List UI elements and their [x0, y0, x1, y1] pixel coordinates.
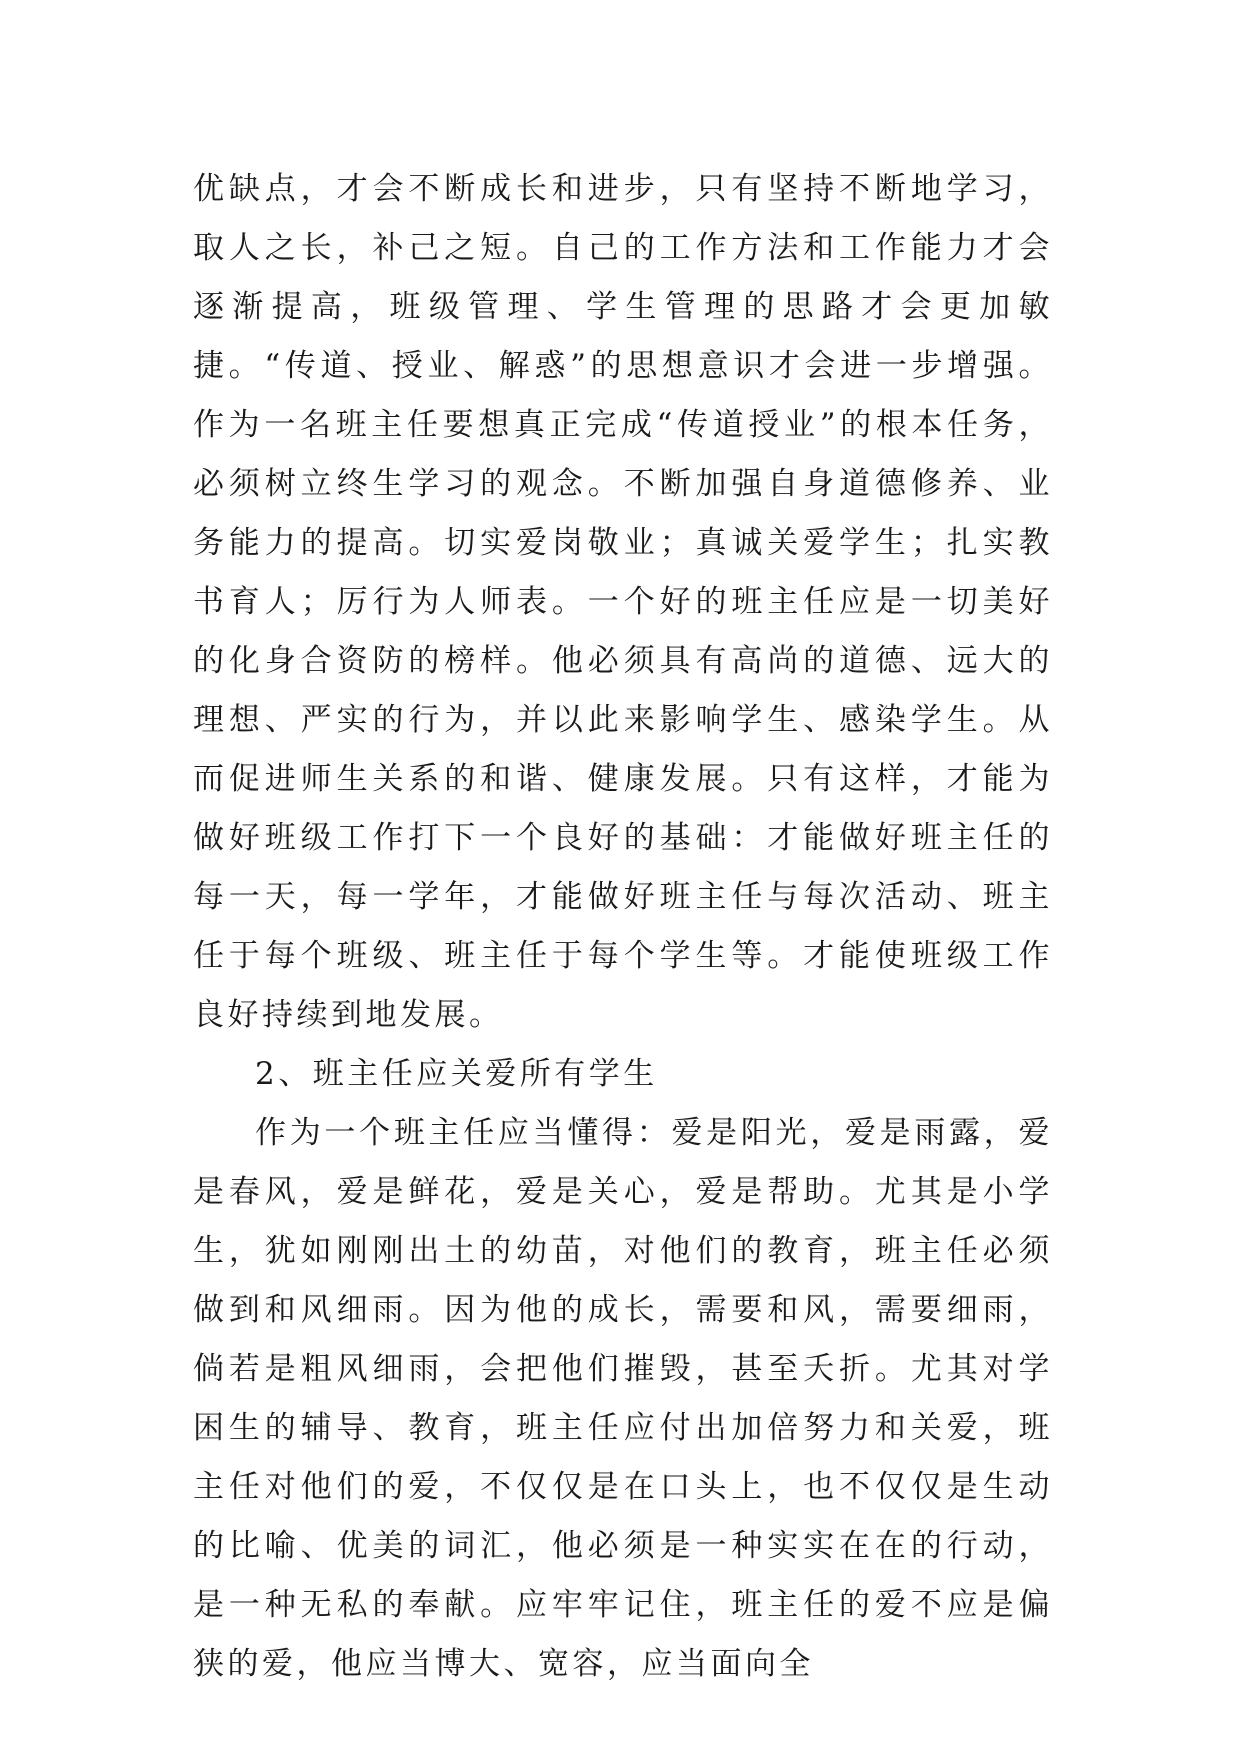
paragraph-continuation: 优缺点，才会不断成长和进步，只有坚持不断地学习，取人之长，补己之短。自己的工作方法和工作能力才会逐渐提高，班级管理、学生管理的思路才会更加敏捷。“传道、授业、解惑”的思想意识才会进一步增强。作为一名班主任要想真正完成“传道授业”的根本任务，必须树立终生学习的观念。不断加强自身道德修养、业务能力的提高。切实爱岗敬业；真诚关爱学生；扎实教书育人；厉行为人师表。一个好的班主任应是一切美好的化身合资防的榜样。他必须具有高尚的道德、远大的理想、严实的行为，并以此来影响学生、感染学生。从而促进师生关系的和谐、健康发展。只有这样，才能为做好班级工作打下一个良好的基础：才能做好班主任的每一天，每一学年，才能做好班主任与每次活动、班主任于每个班级、班主任于每个学生等。才能使班级工作良好持续到地发展。	[193, 171, 1053, 1033]
section-heading: 2、班主任应关爱所有学生	[255, 1056, 658, 1092]
document-body	[193, 160, 1053, 1694]
paragraph-care-for-students: 作为一个班主任应当懂得：爱是阳光，爱是雨露，爱是春风，爱是鲜花，爱是关心，爱是帮助。尤其是小学生，犹如刚刚出土的幼苗，对他们的教育，班主任必须做到和风细雨。因为他的成长，需要和风，需要细雨，倘若是粗风细雨，会把他们摧毁，甚至夭折。尤其对学困生的辅导、教育，班主任应付出加倍努力和关爱，班主任对他们的爱，不仅仅是在口头上，也不仅仅是生动的比喻、优美的词汇，他必须是一种实实在在的行动，是一种无私的奉献。应牢牢记住，班主任的爱不应是偏狭的爱，他应当博大、宽容，应当面向全	[193, 1115, 1053, 1682]
